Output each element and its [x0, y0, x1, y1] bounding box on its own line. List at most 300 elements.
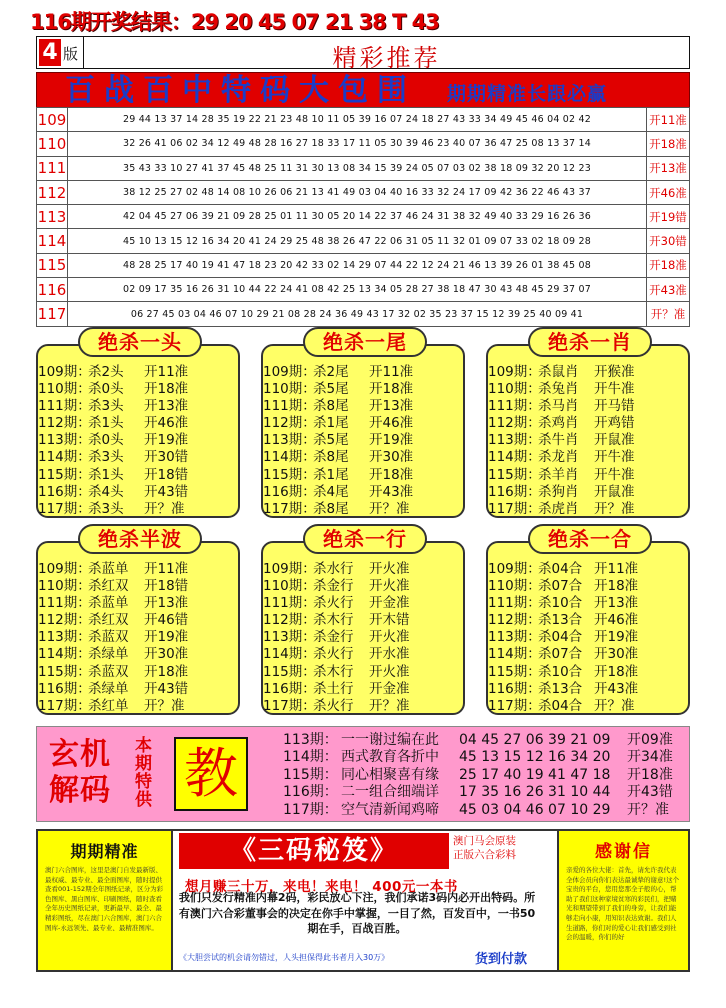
period-label: 117期： — [283, 801, 338, 818]
edition-number: 4 — [39, 39, 61, 66]
result-value: 开木错 — [369, 612, 410, 629]
period-cell: 112 — [37, 180, 68, 204]
box-row — [263, 501, 463, 518]
box-title: 绝杀一行 — [303, 524, 427, 554]
period-label: 110期： — [263, 381, 316, 398]
period-label: 117期： — [38, 500, 91, 517]
result-value: 开？准 — [369, 500, 410, 517]
special-char: 本 — [135, 736, 152, 756]
table-row — [37, 180, 690, 204]
result-value: 开46错 — [144, 612, 189, 629]
period-label: 113期： — [488, 432, 541, 449]
poem-text: 空气清新闻鸡啼 — [341, 801, 439, 818]
period-label: 115期： — [283, 766, 338, 783]
kill-value: 杀4头 — [88, 483, 124, 500]
decode-label — [49, 737, 111, 809]
result-value: 开43准 — [594, 680, 639, 697]
numbers-cell: 32 26 41 06 02 34 12 49 48 28 16 27 18 33 17 11 05 30 39 46 23 40 07 36 47 25 08 13 37 14 — [68, 132, 647, 156]
table-row — [37, 302, 690, 326]
period-label: 115期： — [263, 663, 316, 680]
red-title-bar — [36, 72, 690, 108]
result-value: 开火准 — [369, 561, 410, 577]
kill-value: 杀07合 — [538, 578, 583, 595]
kill-value: 杀蓝双 — [88, 663, 129, 680]
numbers-cell: 45 10 13 15 12 16 34 20 41 24 29 25 48 38 26 47 22 06 31 05 11 32 01 09 07 33 02 18 09 28 — [68, 229, 647, 253]
cash-on-delivery: 货到付款 — [475, 952, 528, 967]
box-row — [488, 578, 688, 595]
box-row — [488, 415, 688, 432]
kill-value: 杀4尾 — [313, 483, 349, 500]
result-value: 开金准 — [369, 680, 410, 697]
box-row — [488, 484, 688, 501]
box-row — [263, 698, 463, 715]
period-label: 109期： — [263, 364, 316, 380]
box-row — [38, 629, 238, 646]
period-label: 113期： — [263, 629, 316, 646]
box-row — [263, 415, 463, 432]
box-row — [38, 398, 238, 415]
period-label: 109期： — [38, 561, 91, 577]
box-row — [488, 467, 688, 484]
numbers-table — [36, 107, 690, 327]
box-row — [488, 664, 688, 681]
box-kill-head — [36, 330, 240, 518]
period-label: 112期： — [38, 612, 91, 629]
period-label: 110期： — [488, 381, 541, 398]
left-info-panel — [38, 831, 173, 970]
result-value: 开43错 — [627, 784, 673, 801]
period-label: 113期： — [38, 629, 91, 646]
box-kill-sum — [486, 527, 690, 715]
period-label: 117期： — [263, 500, 316, 517]
page-title: 精彩推荐 — [332, 44, 441, 72]
period-label: 115期： — [488, 466, 541, 483]
box-row — [488, 501, 688, 518]
period-label: 113期： — [263, 432, 316, 449]
book-slogan: 想月赚三十万，来电！来电！ 400元一本书 — [185, 879, 458, 895]
period-label: 112期： — [263, 612, 316, 629]
box-row — [263, 381, 463, 398]
period-label: 116期： — [38, 483, 91, 500]
period-label: 110期： — [38, 578, 91, 595]
kill-value: 杀木行 — [313, 663, 354, 680]
period-label: 114期： — [263, 646, 316, 663]
decode-line — [283, 749, 673, 766]
edition-label: 版 — [63, 45, 79, 63]
result-value: 开11准 — [369, 364, 414, 380]
period-label: 110期： — [488, 578, 541, 595]
result-value: 开水准 — [369, 646, 410, 663]
poem-text: 同心相聚喜有缘 — [341, 766, 439, 783]
box-row — [263, 681, 463, 698]
box-row — [263, 484, 463, 501]
left-info-title: 期期精准 — [70, 842, 139, 861]
box-title: 绝杀一头 — [78, 327, 202, 357]
hint-character: 教 — [174, 737, 248, 811]
kill-value: 杀04合 — [538, 629, 583, 646]
period-label: 109期： — [488, 364, 541, 380]
period-label: 116期： — [263, 680, 316, 697]
box-row — [38, 415, 238, 432]
result-value: 开？准 — [369, 697, 410, 714]
poem-text: 二一组合细端详 — [341, 784, 439, 801]
numbers-text: 45 13 15 12 16 34 20 — [459, 749, 611, 766]
kill-value: 杀绿单 — [88, 646, 129, 663]
box-kill-color — [36, 527, 240, 715]
period-label: 116期： — [38, 680, 91, 697]
result-value: 开43错 — [144, 680, 189, 697]
small-title: 期期精准长跟必赢 — [447, 83, 608, 105]
box-row — [263, 629, 463, 646]
edition-badge — [37, 37, 84, 68]
period-cell: 113 — [37, 205, 68, 229]
decode-panel — [36, 726, 690, 822]
kill-value: 杀13合 — [538, 612, 583, 629]
kill-value: 杀04合 — [538, 697, 583, 714]
period-label: 117期： — [263, 697, 316, 714]
result-value: 开？准 — [144, 500, 185, 517]
kill-value: 杀鸡肖 — [538, 415, 579, 432]
kill-value: 杀红双 — [88, 578, 129, 595]
result-value: 开46准 — [144, 415, 189, 432]
box-row — [263, 432, 463, 449]
thanks-letter-text: 亲爱的各位大佬：首先，请允许我代表全体会员向你们表达最诚挚的谢意!这个宝贵的平台，您用您那全子般的心，帮助了我们这种家境贫寒的彩民们，把赌光和期望带到了我们的身旁，让我们能够走向小康，用知识表达致谢。我们人生道路，你们对的爱心让我们感受到社会的温暖，你们的好 — [566, 866, 680, 942]
decode-line — [283, 784, 673, 801]
result-value: 开？准 — [627, 801, 669, 818]
result-value: 开09准 — [627, 732, 673, 748]
table-row — [37, 108, 690, 132]
result-value: 开牛准 — [594, 381, 635, 398]
box-row — [38, 561, 238, 578]
period-label: 115期： — [38, 663, 91, 680]
period-cell: 109 — [37, 108, 68, 132]
decode-line — [283, 732, 673, 749]
box-row — [38, 595, 238, 612]
box-title: 绝杀一合 — [528, 524, 652, 554]
period-label: 111期： — [38, 595, 91, 612]
box-row — [488, 681, 688, 698]
numbers-text: 25 17 40 19 41 47 18 — [459, 766, 611, 783]
left-info-text: 澳门六合图库，这里是澳门自发最新版、最权威、最专业、最全面图库，随时提供查看001-152期全年图纸记录，区分为彩色图库、黑白图库、印刷图纸，随时查看全年历史图纸记录，更新最早、最全、最精彩图纸，尽在澳门六合图库，澳门六合图库-永远领先、最专业、最精准图库。 — [45, 866, 164, 932]
kill-value: 杀金行 — [313, 629, 354, 646]
period-cell: 111 — [37, 156, 68, 180]
numbers-text: 17 35 16 26 31 10 44 — [459, 784, 611, 801]
bottom-ad-panel — [36, 829, 690, 972]
book-title: 《三码秘笈》 — [179, 833, 449, 869]
period-label: 115期： — [263, 466, 316, 483]
result-cell: 开？准 — [647, 302, 690, 326]
kill-value: 杀蓝单 — [88, 595, 129, 612]
box-row — [38, 449, 238, 466]
result-value: 开？准 — [594, 500, 635, 517]
result-value: 开鼠准 — [594, 432, 635, 449]
kill-value: 杀3头 — [88, 449, 124, 466]
numbers-cell: 35 43 33 10 27 41 37 45 48 25 11 31 30 13 08 34 15 39 24 05 07 03 02 38 18 09 32 20 12 23 — [68, 156, 647, 180]
result-cell: 开30错 — [647, 229, 690, 253]
result-cell: 开11准 — [647, 108, 690, 132]
box-kill-element — [261, 527, 465, 715]
box-row — [38, 364, 238, 381]
box-row — [38, 612, 238, 629]
box-title: 绝杀一肖 — [528, 327, 652, 357]
kill-value: 杀1头 — [88, 415, 124, 432]
result-value: 开？准 — [594, 697, 635, 714]
table-row — [37, 156, 690, 180]
decode-line — [283, 766, 673, 784]
kill-value: 杀2尾 — [313, 364, 349, 380]
kill-value: 杀2头 — [88, 364, 124, 380]
period-label: 114期： — [488, 646, 541, 663]
result-value: 开13准 — [144, 595, 189, 612]
result-value: 开13准 — [369, 398, 414, 415]
period-label: 114期： — [38, 646, 91, 663]
period-label: 114期： — [263, 449, 316, 466]
period-label: 114期： — [38, 449, 91, 466]
result-value: 开猴准 — [594, 364, 635, 380]
box-kill-tail — [261, 330, 465, 518]
box-row — [488, 449, 688, 466]
section-banner — [36, 36, 690, 72]
kill-value: 杀虎肖 — [538, 500, 579, 517]
box-row — [38, 484, 238, 501]
draw-result-header: 116期开奖结果：29 20 45 07 21 38 T 43 — [30, 10, 439, 34]
kill-value: 杀07合 — [538, 646, 583, 663]
box-row — [263, 595, 463, 612]
poem-text: 西式教育各折中 — [341, 749, 439, 766]
table-row — [37, 253, 690, 277]
kill-value: 杀1尾 — [313, 415, 349, 432]
period-label: 111期： — [38, 398, 91, 415]
result-value: 开13准 — [594, 595, 639, 612]
kill-value: 杀鼠肖 — [538, 364, 579, 380]
kill-value: 杀04合 — [538, 561, 583, 577]
kill-value: 杀1头 — [88, 466, 124, 483]
kill-value: 杀绿单 — [88, 680, 129, 697]
box-row — [263, 646, 463, 663]
thanks-letter-title: 感谢信 — [595, 842, 652, 862]
kill-value: 杀8尾 — [313, 398, 349, 415]
box-row — [488, 398, 688, 415]
period-cell: 116 — [37, 278, 68, 302]
period-label: 115期： — [488, 663, 541, 680]
kill-value: 杀8尾 — [313, 500, 349, 517]
result-value: 开30错 — [144, 449, 189, 466]
box-row — [38, 698, 238, 715]
result-cell: 开46准 — [647, 180, 690, 204]
period-cell: 114 — [37, 229, 68, 253]
box-title: 绝杀半波 — [78, 524, 202, 554]
special-label — [135, 737, 155, 809]
result-value: 开18准 — [594, 578, 639, 595]
period-label: 117期： — [38, 697, 91, 714]
kill-value: 杀蓝单 — [88, 561, 129, 577]
box-row — [38, 467, 238, 484]
numbers-cell: 02 09 17 35 16 26 31 10 44 22 24 41 08 42 25 13 34 05 28 27 38 18 47 30 43 48 45 29 37 07 — [68, 278, 647, 302]
decode-line — [283, 802, 667, 819]
book-subtitle-2: 正版六合彩料 — [453, 849, 516, 861]
period-label: 114期： — [488, 449, 541, 466]
box-row — [488, 698, 688, 715]
kill-value: 杀金行 — [313, 578, 354, 595]
kill-value: 杀13合 — [538, 680, 583, 697]
result-value: 开13准 — [144, 398, 189, 415]
kill-value: 杀火行 — [313, 595, 354, 612]
box-row — [38, 664, 238, 681]
box-row — [38, 646, 238, 663]
box-row — [263, 467, 463, 484]
result-value: 开11准 — [594, 561, 639, 577]
period-label: 112期： — [38, 415, 91, 432]
box-row — [488, 381, 688, 398]
result-value: 开30准 — [594, 646, 639, 663]
kill-value: 杀0头 — [88, 381, 124, 398]
box-row — [263, 664, 463, 681]
result-value: 开19准 — [144, 629, 189, 646]
period-label: 111期： — [488, 398, 541, 415]
box-row — [488, 595, 688, 612]
box-row — [263, 398, 463, 415]
kill-value: 杀红单 — [88, 697, 129, 714]
decode-label-top: 玄机 — [49, 737, 111, 772]
special-char: 特 — [135, 772, 152, 792]
kill-value: 杀火行 — [313, 697, 354, 714]
period-label: 109期： — [38, 364, 91, 380]
box-row — [263, 364, 463, 381]
result-value: 开火准 — [369, 663, 410, 680]
kill-value: 杀蓝双 — [88, 629, 129, 646]
period-label: 114期： — [283, 749, 338, 766]
result-value: 开牛准 — [594, 449, 635, 466]
kill-value: 杀狗肖 — [538, 483, 579, 500]
table-row — [37, 205, 690, 229]
period-label: 110期： — [38, 381, 91, 398]
box-title: 绝杀一尾 — [303, 327, 427, 357]
box-row — [38, 681, 238, 698]
numbers-cell: 42 04 45 27 06 39 21 09 28 25 01 11 30 05 20 14 22 37 46 24 31 38 32 49 40 33 29 16 26 36 — [68, 205, 647, 229]
period-label: 109期： — [263, 561, 316, 577]
book-note: 《大胆尝试的机会请勿错过，人头担保得此书者月入30万》 — [179, 953, 390, 962]
box-row — [488, 646, 688, 663]
period-label: 111期： — [263, 595, 316, 612]
result-value: 开18准 — [369, 466, 414, 483]
result-value: 开？准 — [144, 697, 185, 714]
period-label: 111期： — [488, 595, 541, 612]
period-label: 111期： — [263, 398, 316, 415]
special-char: 供 — [135, 790, 152, 810]
box-row — [38, 381, 238, 398]
numbers-text: 04 45 27 06 39 21 09 — [459, 732, 611, 748]
result-value: 开金准 — [369, 595, 410, 612]
box-row — [488, 612, 688, 629]
period-cell: 117 — [37, 302, 68, 326]
result-value: 开马错 — [594, 398, 635, 415]
period-cell: 115 — [37, 253, 68, 277]
box-row — [488, 364, 688, 381]
table-row — [37, 278, 690, 302]
period-label: 110期： — [263, 578, 316, 595]
kill-value: 杀1尾 — [313, 466, 349, 483]
period-label: 113期： — [283, 732, 338, 748]
result-cell: 开13准 — [647, 156, 690, 180]
result-value: 开11准 — [144, 561, 189, 577]
numbers-cell: 48 28 25 17 40 19 41 47 18 23 20 42 33 02 14 29 07 44 22 12 24 21 46 13 39 26 01 38 45 08 — [68, 253, 647, 277]
book-ad — [175, 831, 555, 970]
period-label: 117期： — [488, 697, 541, 714]
kill-value: 杀牛肖 — [538, 432, 579, 449]
book-subtitle-1: 澳门马会原装 — [453, 835, 516, 847]
result-cell: 开18准 — [647, 132, 690, 156]
result-value: 开18准 — [594, 663, 639, 680]
period-label: 116期： — [488, 483, 541, 500]
result-value: 开43错 — [144, 483, 189, 500]
kill-value: 杀0头 — [88, 432, 124, 449]
table-row — [37, 229, 690, 253]
result-value: 开鼠准 — [594, 483, 635, 500]
box-row — [263, 561, 463, 578]
result-value: 开19准 — [594, 629, 639, 646]
result-value: 开19准 — [369, 432, 414, 449]
result-value: 开46准 — [594, 612, 639, 629]
result-value: 开34准 — [627, 749, 673, 766]
kill-value: 杀3头 — [88, 500, 124, 517]
box-row — [38, 501, 238, 518]
kill-value: 杀木行 — [313, 612, 354, 629]
result-value: 开18错 — [144, 578, 189, 595]
kill-value: 杀马肖 — [538, 398, 579, 415]
result-value: 开18准 — [144, 663, 189, 680]
box-row — [488, 432, 688, 449]
kill-value: 杀火行 — [313, 646, 354, 663]
numbers-cell: 06 27 45 03 04 46 07 10 29 21 08 28 24 36 49 43 17 32 02 35 23 37 15 12 39 25 40 09 41 — [68, 302, 647, 326]
box-row — [38, 578, 238, 595]
box-row — [38, 432, 238, 449]
numbers-text: 45 03 04 46 07 10 29 — [459, 801, 611, 818]
result-value: 开牛准 — [594, 466, 635, 483]
thanks-letter-panel — [557, 831, 688, 970]
decode-lines — [283, 732, 673, 819]
box-row — [263, 578, 463, 595]
kill-value: 杀3头 — [88, 398, 124, 415]
result-value: 开18错 — [144, 466, 189, 483]
result-value: 开火准 — [369, 578, 410, 595]
kill-value: 杀龙肖 — [538, 449, 579, 466]
result-value: 开火准 — [369, 629, 410, 646]
kill-value: 杀红双 — [88, 612, 129, 629]
result-cell: 开18准 — [647, 253, 690, 277]
decode-label-bottom: 解码 — [49, 773, 111, 808]
special-char: 期 — [135, 754, 152, 774]
result-value: 开30准 — [369, 449, 414, 466]
result-value: 开19准 — [144, 432, 189, 449]
box-row — [263, 612, 463, 629]
period-label: 109期： — [488, 561, 541, 577]
result-value: 开11准 — [144, 364, 189, 380]
period-label: 116期： — [488, 680, 541, 697]
kill-value: 杀10合 — [538, 595, 583, 612]
kill-value: 杀羊肖 — [538, 466, 579, 483]
result-value: 开46准 — [369, 415, 414, 432]
period-label: 117期： — [488, 500, 541, 517]
result-cell: 开19错 — [647, 205, 690, 229]
result-value: 开18准 — [144, 381, 189, 398]
kill-value: 杀10合 — [538, 663, 583, 680]
period-label: 116期： — [283, 784, 338, 801]
kill-value: 杀兔肖 — [538, 381, 579, 398]
box-row — [488, 629, 688, 646]
period-label: 113期： — [38, 432, 91, 449]
kill-value: 杀5尾 — [313, 432, 349, 449]
period-label: 116期： — [263, 483, 316, 500]
